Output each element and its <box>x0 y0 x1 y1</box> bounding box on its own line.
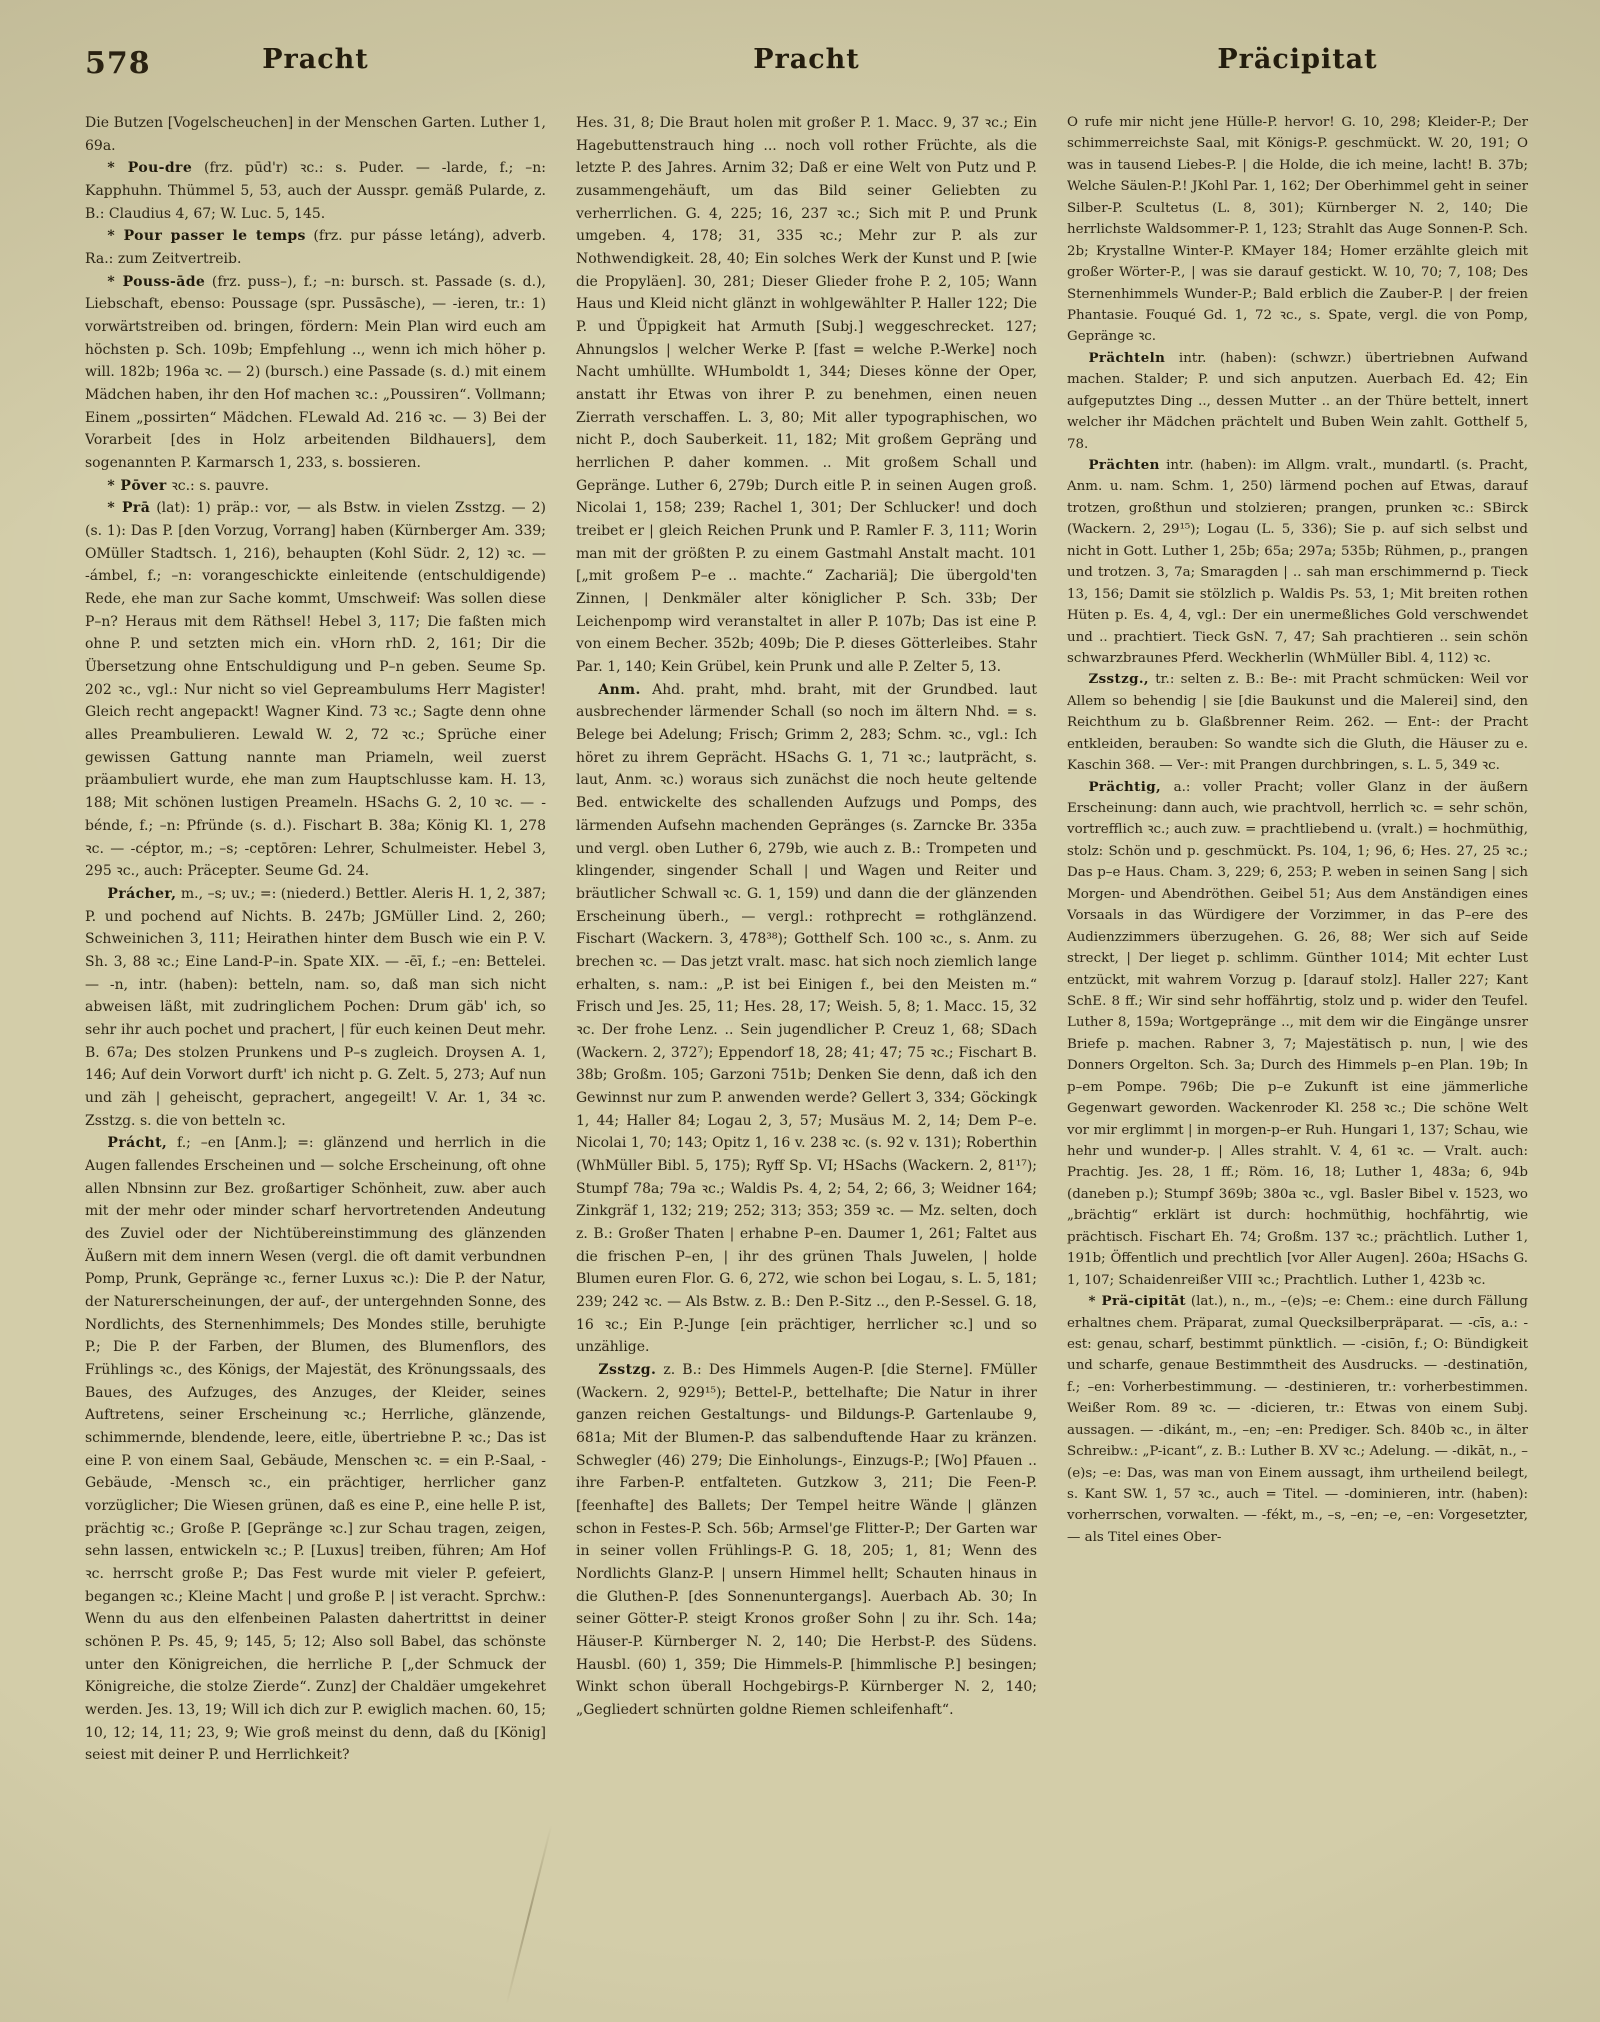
entry-text: Die Butzen [Vogelscheuchen] in der Menschen Garten. Luther 1, 69a. <box>85 115 546 154</box>
entry-headword: Anm. <box>598 681 641 698</box>
entry-headword: * Prä-cipitāt <box>1088 1293 1187 1310</box>
entry-text: z. B.: Des Himmels Augen-P. [die Sterne]. FMüller (Wackern. 2, 929¹⁵); Bettel-P., bettelhafte; Die Natur in ihrer ganzen reichen Gestaltungs- und Bildungs-P. Gartenlaube 9, 681a; Mit der Blumen-P. das salbenduftende Haar zu kränzen. Schwegler (46) 279; Die Einholungs-, Einzugs-P.; [Wo] Pfauen .. ihre Farben-P. entfalteten. Gutzkow 3, 211; Die Feen-P. [feenhafte] des Ballets; Der Tempel heitre Wände | glänzen schon in Festes-P. Sch. 56b; Armsel'ge Flitter-P.; Der Garten war in seiner vollen Frühlings-P. G. 18, 205; 1, 81; Wenn des Nordlichts Glanz-P. | unsern Himmel hellt; Schauten hinaus in die Gluthen-P. [des Sonnenuntergangs]. Auerbach Ab. 30; In seiner Götter-P. steigt Kronos großer Sohn | zu ihr. Sch. 14a; Häuser-P. Kürnberger N. 2, 140; Die Herbst-P. des Südens. Hausbl. (60) 1, 359; Die Himmels-P. [himmlische P.] besingen; Winkt schon überall Hochgebirgs-P. Kürnberger N. 2, 140; „Gegliedert schnürten goldne Riemen schleifenhaft“. <box>576 1361 1037 1719</box>
entry-pover <box>85 475 546 498</box>
entry-headword: Prácher, <box>107 885 177 902</box>
entry-text: m., –s; uv.; =: (niederd.) Bettler. Aleris H. 1, 2, 387; P. und pochend auf Nichts. B. 247b; JGMüller Lind. 2, 260; Schweinichen 3, 111; Heirathen hinter dem Busch wie ein P. V. Sh. 3, 88 ꝛc.; Eine Land-P–in. Spate XIX. — -ēī, f.; –en: Bettelei. — -n, intr. (haben): betteln, nam. so, daß man sich nicht abweisen läßt, mit zudringlichem Pochen: Drum gäb' ich, so sehr ihr auch pochet und prachert, | für euch keinen Deut mehr. B. 67a; Des stolzen Prunkens und P–s zugleich. Droysen A. 1, 146; Auf dein Vorwort durft' ich nicht p. G. Zelt. 5, 273; Auf nun und zäh | geheischt, geprachert, angegeilt! V. Ar. 1, 34 ꝛc. Zsstzg. s. die von betteln ꝛc. <box>85 885 546 1129</box>
entry-praechteln <box>1067 348 1528 455</box>
entry-text: intr. (haben): (schwzr.) übertriebnen Aufwand machen. Stalder; P. und sich anputzen. Auerbach Ed. 42; Ein aufgeputztes Ding .., dessen Mutter .. an der Thüre bettelt, innert welcher ihr Mädchen prächtelt und Buben Wein zahlt. Gotthelf 5, 78. <box>1067 350 1528 452</box>
entry-text: ꝛc.: s. pauvre. <box>166 477 269 494</box>
entry-continuation <box>85 112 546 157</box>
page-number: 578 <box>85 46 151 81</box>
entry-text: (frz. puss–), f.; –n: bursch. st. Passade (s. d.), Liebschaft, ebenso: Poussage (spr. Pussāsche), — -ieren, tr.: 1) vorwärtstreiben od. bringen, fördern: Mein Plan wird euch am höchsten p. Sch. 109b; Empfehlung .., wenn ich mich höher p. will. 182b; 196a ꝛc. — 2) (bursch.) eine Passade (s. d.) mit einem Mädchen haben, ihr den Hof machen ꝛc.: „Poussiren“. Vollmann; Einem „possirten“ Mädchen. FLewald Ad. 216 ꝛc. — 3) Bei der Vorarbeit [des in Holz arbeitenden Bildhauers], dem sogenannten P. Karmarsch 1, 233, s. bossieren. <box>85 273 546 472</box>
entry-praecipitat <box>1067 1291 1528 1548</box>
entry-pracht <box>85 1132 546 1767</box>
entry-headword: * Pōver <box>107 477 167 494</box>
page-header <box>85 44 1530 88</box>
running-head-column-3: Präcipitat <box>1217 44 1378 75</box>
entry-text: (lat.), n., m., –(e)s; –e: Chem.: eine durch Fällung erhaltnes chem. Präparat, zumal Quecksilberpräparat. — -cīs, a.: -est: genau, scharf, bestimmt pünktlich. — -cisiōn, f.; O: Bündigkeit und scharfe, genaue Bestimmtheit des Ausdrucks. — -destinatiōn, f.; –en: Vorherbestimmung. — -destinieren, tr.: vorherbestimmen. Weißer Rom. 89 ꝛc. — -dicieren, tr.: Etwas von einem Subj. aussagen. — -dikánt, m., –en; –en: Prediger. Sch. 840b ꝛc., in älter Schreibw.: „P-icant“, z. B.: Luther B. XV ꝛc.; Adelung. — -dikāt, n., –(e)s; –e: Das, was man von Einem aussagt, ihm urtheilend beilegt, s. Kant SW. 1, 57 ꝛc., auch = Titel. — -dominieren, intr. (haben): vorherrschen, vorwalten. — -fékt, m., –s, –en; –e, –en: Vorgesetzter, — als Titel eines Ober- <box>1067 1294 1528 1545</box>
entry-headword: Prächtig, <box>1088 778 1162 795</box>
entry-praechten-zusammensetzungen <box>1067 669 1528 776</box>
entry-text: intr. (haben): im Allgm. vralt., mundartl. (s. Pracht, Anm. u. nam. Schm. 1, 250) lärmend pochen auf Etwas, darauf trotzen, großthun und stolzieren; prangen, prunken ꝛc.: SBirck (Wackern. 2, 29¹⁵); Logau (L. 5, 336); Sie p. auf sich selbst und nicht in Gott. Luther 1, 25b; 65a; 297a; 535b; Rühmen, p., prangen und trotzen. 3, 7a; Smaragden | .. sah man erschimmernd p. Tieck 13, 156; Damit sie stölzlich p. Waldis Ps. 53, 1; Mit breiten rothen Hüten p. Es. 4, 4, vgl.: Der ein unermeßliches Gold verschwendet und .. prachtiert. Tieck GsN. 7, 47; Sah prachtieren .. sein schön schwarzbraunes Pferd. Weckherlin (WhMüller Bibl. 4, 112) ꝛc. <box>1067 458 1528 666</box>
column-1 <box>85 112 546 1996</box>
entry-poudre <box>85 157 546 225</box>
entry-praechtig <box>1067 777 1528 1292</box>
entry-text: (frz. pur pásse letáng), adverb. Ra.: zum Zeitvertreib. <box>85 228 546 268</box>
entry-headword: Prächteln <box>1088 349 1166 366</box>
entry-headword: * Prā <box>107 500 151 517</box>
entry-pracher <box>85 883 546 1132</box>
entry-pour-passer-le-temps <box>85 225 546 270</box>
entry-praechten <box>1067 455 1528 669</box>
entry-text: (lat): 1) präp.: vor, — als Bstw. in vielen Zsstzg. — 2) (s. 1): Das P. [den Vorzug, Vorrang] haben (Kürnberger Am. 339; OMüller Stadtsch. 1, 216), behaupten (Kohl Südr. 2, 12) ꝛc. — -ámbel, f.; –n: vorangeschickte einleitende (entschuldigende) Rede, ehe man zur Sache kommt, Umschweif: Was sollen diese P–n? Heraus mit dem Räthsel! Hebel 3, 117; Die faßten mich ohne P. und setzten mich ein. vHorn rhD. 2, 161; Dir die Übersetzung ohne Entschuldigung und P–n geben. Seume Sp. 202 ꝛc., vgl.: Nur nicht so viel Gepreambulums Herr Magister! Gleich recht angepackt! Wagner Kind. 73 ꝛc.; Sagte denn ohne alles Preambulieren. Lewald W. 2, 72 ꝛc.; Sprüche einer gewissen Gattung nannte man Priameln, weil zuerst präambuliert wurde, ehe man zum Hauptschlusse kam. H. 13, 188; Mit schönen lustigen Preameln. HSachs G. 2, 10 ꝛc. — -bénde, f.; –n: Pfründe (s. d.). Fischart B. 38a; König Kl. 1, 278 ꝛc. — -céptor, m.; –s; -ceptōren: Lehrer, Schulmeister. Hebel 3, 295 ꝛc., auch: Präcepter. Seume Gd. 24. <box>85 500 546 880</box>
entry-headword: * Pou-dre <box>107 160 193 177</box>
entry-pracht-zusammensetzungen <box>576 1359 1037 1722</box>
running-head-column-2: Pracht <box>753 44 860 75</box>
entry-headword: * Pour passer le temps <box>107 228 306 245</box>
column-2 <box>576 112 1037 1996</box>
entry-pracht-anmerkung <box>576 679 1037 1359</box>
entry-text: (frz. pūd'r) ꝛc.: s. Puder. — -larde, f.; –n: Kapphuhn. Thümmel 5, 53, auch der Ausspr. gemäß Pularde, z. B.: Claudius 4, 67; W. Luc. 5, 145. <box>85 160 546 222</box>
entry-text: O rufe mir nicht jene Hülle-P. hervor! G. 10, 298; Kleider-P.; Der schimmerreichste Saal, mit Königs-P. geschmückt. W. 20, 191; O was in tausend Liebes-P. | die Holde, die ich meine, lacht! B. 37b; Welche Säulen-P.! JKohl Par. 1, 162; Der Oberhimmel geht in seiner Silber-P. Scultetus (L. 8, 301); Kürnberger N. 2, 140; Die herrlichste Waldsommer-P. 1, 123; Strahlt das Auge Sonnen-P. Sch. 2b; Krystallne Winter-P. KMayer 184; Homer erzählte gleich mit großer Wörter-P., | was sie darauf gestickt. W. 10, 70; 7, 108; Des Sternenhimmels Wunder-P.; Bald erblich die Zauber-P. | der freien Phantasie. Fouqué Gd. 1, 72 ꝛc., s. Spate, vergl. die von Pomp, Gepränge ꝛc. <box>1067 115 1528 345</box>
entry-headword: Prácht, <box>107 1135 168 1152</box>
entry-prae <box>85 497 546 882</box>
entry-text: f.; –en [Anm.]; =: glänzend und herrlich in die Augen fallendes Erscheinen und — solche Erscheinung, oft ohne allen Nbnsinn zur Bez. großartiger Schönheit, zuw. aber auch mit der mehr oder minder scharf hervortretenden Andeutung des Zuviel oder der Nichtübereinstimmung des glänzenden Äußern mit dem innern Wesen (vergl. die oft damit verbundnen Pomp, Prunk, Gepränge ꝛc., ferner Luxus ꝛc.): Die P. der Natur, der Naturerscheinungen, der auf-, der untergehnden Sonne, des Nordlichts, des Sternenhimmels; Des Mondes stille, beruhigte P.; Die P. der Farben, der Blumen, des Blumenflors, des Frühlings ꝛc., des Königs, der Majestät, des Krönungssaals, des Baues, des Aufzuges, des Anzuges, der Kleider, seines Auftretens, seiner Erscheinung ꝛc.; Herrliche, glänzende, schimmernde, blendende, leere, eitle, übertriebne P. ꝛc.; Das ist eine P. von einem Saal, Gebäude, Menschen ꝛc. = ein P.-Saal, -Gebäude, -Mensch ꝛc., ein prächtiger, herrlicher ganz vorzüglicher; Die Wiesen grünen, daß es eine P., eine helle P. ist, prächtig ꝛc.; Große P. [Gepränge ꝛc.] zur Schau tragen, zeigen, sehn lassen, entwickeln ꝛc.; P. [Luxus] treiben, führen; Am Hof ꝛc. herrscht große P.; Das Fest wurde mit vieler P. gefeiert, begangen ꝛc.; Kleine Macht | und große P. | ist veracht. Sprchw.: Wenn du aus den elfenbeinen Palasten dahertrittst in deiner schönen P. Ps. 45, 9; 145, 5; 12; Also soll Babel, das schönste unter den Königreichen, die herrliche P. [„der Schmuck der Königreiche, die stolze Zierde“. Zunz] der Chaldäer umgekehret werden. Jes. 13, 19; Will ich dich zur P. ewiglich machen. 60, 15; 10, 12; 14, 11; 23, 9; Wie groß meinst du denn, daß du [König] seiest mit deiner P. und Herrlichkeit? <box>85 1135 546 1764</box>
text-columns <box>85 112 1530 1996</box>
entry-continuation <box>576 112 1037 679</box>
column-3 <box>1067 112 1528 1996</box>
running-heads <box>85 44 1530 75</box>
entry-text: Hes. 31, 8; Die Braut holen mit großer P. 1. Macc. 9, 37 ꝛc.; Ein Hagebuttenstrauch hing ... noch voll rother Früchte, als die letzte P. des Jahres. Arnim 32; Daß er eine Welt von Putz und P. zusammengehäuft, um das Bild seiner Geliebten zu verherrlichen. G. 4, 225; 16, 237 ꝛc.; Sich mit P. und Prunk umgeben. 4, 178; 31, 335 ꝛc.; Mehr zur P. als zur Nothwendigkeit. 28, 40; Ein solches Werk der Kunst und P. [wie die Propyläen]. 30, 281; Dieser Glieder frohe P. 2, 105; Wann Haus und Kleid nicht glänzt in wohlgewählter P. Haller 122; Die P. und Üppigkeit hat Armuth [Subj.] weggeschrecket. 127; Ahnungslos | welcher Werke P. [fast = welche P.-Werke] noch Nacht umhüllte. WHumboldt 1, 344; Dieses könne der Oper, anstatt ihr Etwas von ihrer P. zu benehmen, einen neuen Zierrath verschaffen. L. 3, 80; Mit aller typographischen, wo nicht P., doch Sauberkeit. 11, 182; Mit großem Gepräng und herrlichen P. daher kommen. .. Mit großem Schall und Gepränge. Luther 6, 279b; Durch eitle P. in seinen Augen groß. Nicolai 1, 158; 239; Rachel 1, 301; Der Schlucker! und doch treibet er | gleich Reichen Prunk und P. Ramler F. 3, 111; Worin man mit der größten P. zu einem Gastmahl Anstalt macht. 101 [„mit großem P–e .. machte.“ Zachariä]; Die übergold'ten Zinnen, | Denkmäler alter königlicher P. Sch. 33b; Der Leichenpomp wird veranstaltet in aller P. 107b; Das ist eine P. von einem Becher. 352b; 409b; Die P. dieses Götterleibes. Stahr Par. 1, 140; Kein Grübel, kein Prunk und alle P. Zelter 5, 13. <box>576 115 1037 676</box>
entry-poussade <box>85 271 546 475</box>
entry-text: a.: voller Pracht; voller Glanz in der äußern Erscheinung: dann auch, wie prachtvoll, herrlich ꝛc. = sehr schön, vortrefflich ꝛc.; auch zuw. = prachtliebend u. (vralt.) = hochmüthig, stolz: Schön und p. geschmückt. Ps. 104, 1; 96, 6; Hes. 27, 25 ꝛc.; Das p–e Haus. Cham. 3, 229; 6, 253; P. weben in seinen Sang | sich Morgen- und Abendröthen. Geibel 51; Aus dem Anständigen eines Vorsaals in das Würdigere der Vorzimmer, in das P–ere des Audienzzimmers überzugehen. G. 26, 88; Wer sich auf Seide streckt, | Der lieget p. schlimm. Günther 1014; Mit echter Lust entzückt, mit wahrem Vorzug p. [darauf stolz]. Haller 227; Kant SchE. 8 ff.; Wir sind sehr hoffährtig, stolz und p. wider den Teufel. Luther 8, 159a; Wortgepränge .., mit dem wir die Eingänge unsrer Briefe p. machen. Rabner 3, 7; Majestätisch p. nun, | wie des Donners Orgelton. Sch. 3a; Durch des Himmels p–en Plan. 19b; In p–em Pompe. 796b; Die p–e Zukunft ist eine jämmerliche Gegenwart geworden. Wackenroder Kl. 258 ꝛc.; Die schöne Welt vor mir erglimmt | in morgen-p–er Ruh. Hungari 1, 137; Schau, wie hehr und wunder-p. | Alles strahlt. V. 4, 61 ꝛc. — Vralt. auch: Prachtig. Jes. 28, 1 ff.; Röm. 16, 18; Luther 1, 483a; 6, 94b (daneben p.); Stumpf 369b; 380a ꝛc., vgl. Basler Bibel v. 1523, wo „brächtig“ erklärt ist durch: hochmüthig, hochfährtig, wie prächtisch. Fischart Eh. 74; Großm. 137 ꝛc.; prächtlich. Luther 1, 191b; Öffentlich und prechtlich [vor Aller Augen]. 260a; HSachs G. 1, 107; Schaidenreißer VIII ꝛc.; Prachtlich. Luther 1, 423b ꝛc. <box>1067 779 1528 1288</box>
entry-headword: Zsstzg., <box>1088 671 1149 688</box>
entry-headword: Prächten <box>1088 457 1160 473</box>
entry-text: tr.: selten z. B.: Be-: mit Pracht schmücken: Weil vor Allem so behendig | sie [die Baukunst und die Malerei] sind, den Reichthum zu b. Glaßbrenner Reim. 262. — Ent-: der Pracht entkleiden, berauben: So wandte sich die Gluth, die Häuser zu e. Kaschin 368. — Ver-: mit Prangen durchbringen, s. L. 5, 349 ꝛc. <box>1067 672 1528 774</box>
entry-continuation <box>1067 112 1528 348</box>
entry-headword: Zsstzg. <box>598 1361 657 1378</box>
entry-text: Ahd. praht, mhd. braht, mit der Grundbed. laut ausbrechender lärmender Schall (so noch im ältern Nhd. = s. Belege bei Adelung; Frisch; Grimm 2, 283; Schm. ꝛc., vgl.: Ich höret zu ihrem Geprächt. HSachs G. 1, 71 ꝛc.; lautprächt, s. laut, Anm. ꝛc.) woraus sich zunächst die noch heute geltende Bed. entwickelte des schallenden Aufzugs und Pomps, des lärmenden Aufsehn machenden Gepränges (s. Zarncke Br. 335a und vergl. oben Luther 6, 279b, wie auch z. B.: Trompeten und klingender, singender Schall | und Wagen und Reiter und bräutlicher Schwall ꝛc. G. 1, 159) und dann die der glänzenden Erscheinung überh., — vergl.: rothprecht = rothglänzend. Fischart (Wackern. 3, 478³⁸); Gotthelf Sch. 100 ꝛc., s. Anm. zu brechen ꝛc. — Das jetzt vralt. masc. hat sich noch ziemlich lange erhalten, s. nam.: „P. ist bei Einigen f., bei den Meisten m.“ Frisch und Jes. 25, 11; Hes. 28, 17; Weish. 5, 8; 1. Macc. 15, 32 ꝛc. Der frohe Lenz. .. Sein jugendlicher P. Creuz 1, 68; SDach (Wackern. 2, 372⁷); Eppendorf 18, 28; 41; 47; 75 ꝛc.; Fischart B. 38b; Großm. 105; Garzoni 751b; Denken Sie denn, daß ich den Gewinnst nur zum P. anwenden werde? Gellert 3, 334; Göckingk 1, 44; Haller 84; Logau 2, 3, 57; Musäus M. 2, 14; Dem P–e. Nicolai 1, 70; 143; Opitz 1, 16 v. 238 ꝛc. (s. 92 v. 131); Roberthin (WhMüller Bibl. 5, 175); Ryff Sp. VI; HSachs (Wackern. 2, 81¹⁷); Stumpf 78a; 79a ꝛc.; Waldis Ps. 4, 2; 54, 2; 66, 3; Weidner 164; Zinkgräf 1, 132; 219; 252; 313; 353; 359 ꝛc. — Mz. selten, doch z. B.: Großer Thaten | erhabne P–en. Daumer 1, 261; Faltet aus die frischen P–en, | ihr des grünen Thals Juwelen, | holde Blumen euren Flor. G. 6, 272, wie schon bei Logau, s. L. 5, 181; 239; 242 ꝛc. — Als Bstw. z. B.: Den P.-Sitz .., den P.-Sessel. G. 18, 16 ꝛc.; Ein P.-Junge [ein prächtiger, herrlicher ꝛc.] und so unzählige. <box>576 681 1037 1356</box>
entry-headword: * Pouss-āde <box>107 273 206 290</box>
running-head-column-1: Pracht <box>262 44 369 75</box>
